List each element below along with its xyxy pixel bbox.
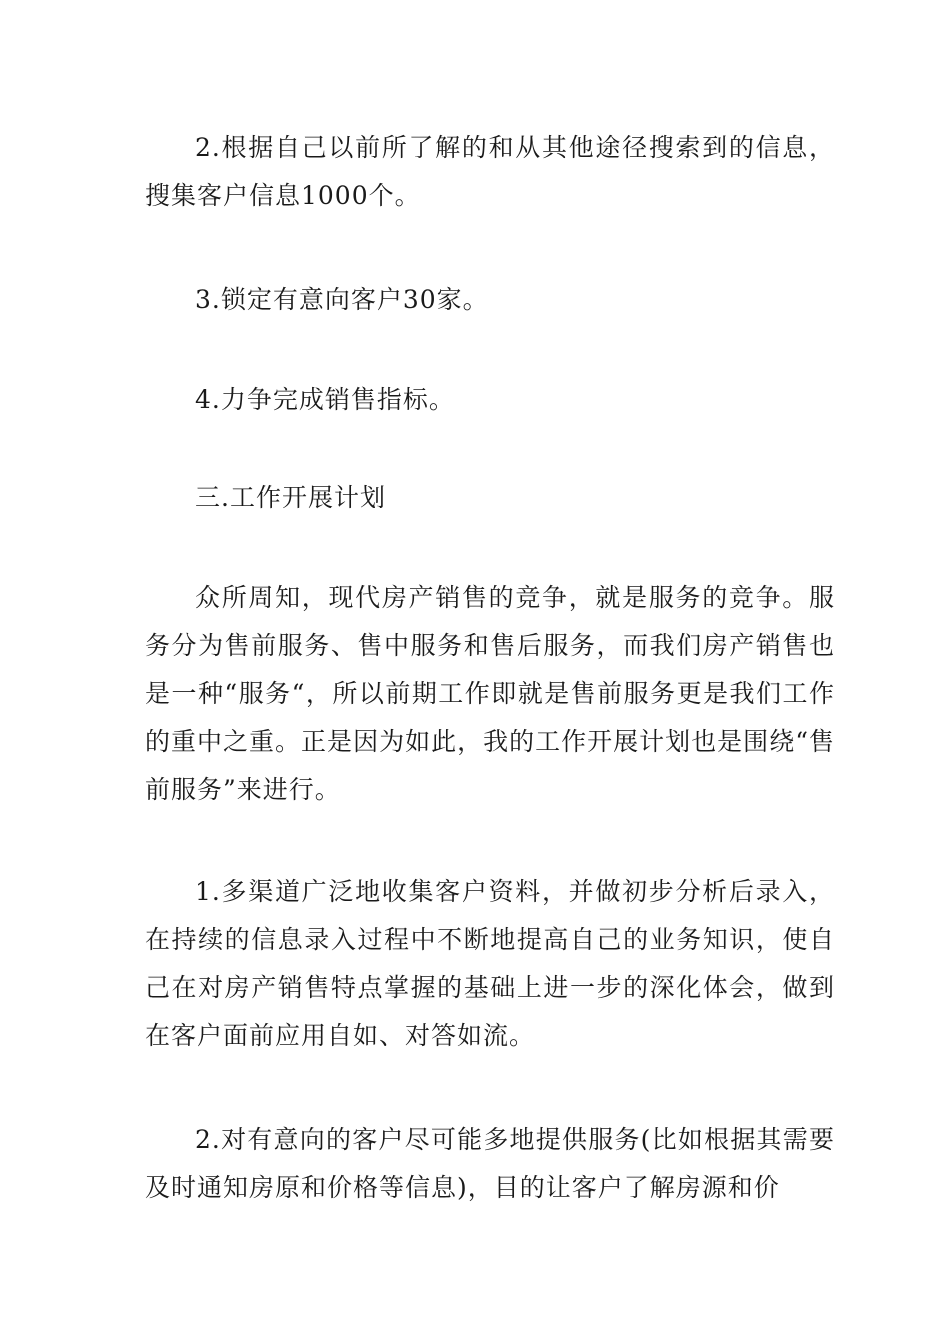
paragraph-lock-clients: 3.锁定有意向客户30家。 <box>195 285 489 314</box>
paragraph-collect-info: 2.根据自己以前所了解的和从其他途径搜索到的信息，搜集客户信息1000个。 <box>145 133 835 210</box>
paragraph-collect-client-data: 1.多渠道广泛地收集客户资料，并做初步分析后录入，在持续的信息录入过程中不断地提高自己的业务知识，使自己在对房产销售特点掌握的基础上进一步的深化体会，做到在客户面前应用自如、对答如流。 <box>145 877 835 1050</box>
paragraph-service-competition: 众所周知，现代房产销售的竞争，就是服务的竞争。服务分为售前服务、售中服务和售后服务，而我们房产销售也是一种“服务“，所以前期工作即就是售前服务更是我们工作的重中之重。正是因为如此，我的工作开展计划也是围绕“售前服务”来进行。 <box>145 583 835 804</box>
section-heading-work-plan: 三.工作开展计划 <box>195 483 386 512</box>
paragraph-provide-services: 2.对有意向的客户尽可能多地提供服务(比如根据其需要及时通知房原和价格等信息)，目的让客户了解房源和价 <box>145 1125 835 1202</box>
paragraph-sales-target: 4.力争完成销售指标。 <box>195 385 455 414</box>
